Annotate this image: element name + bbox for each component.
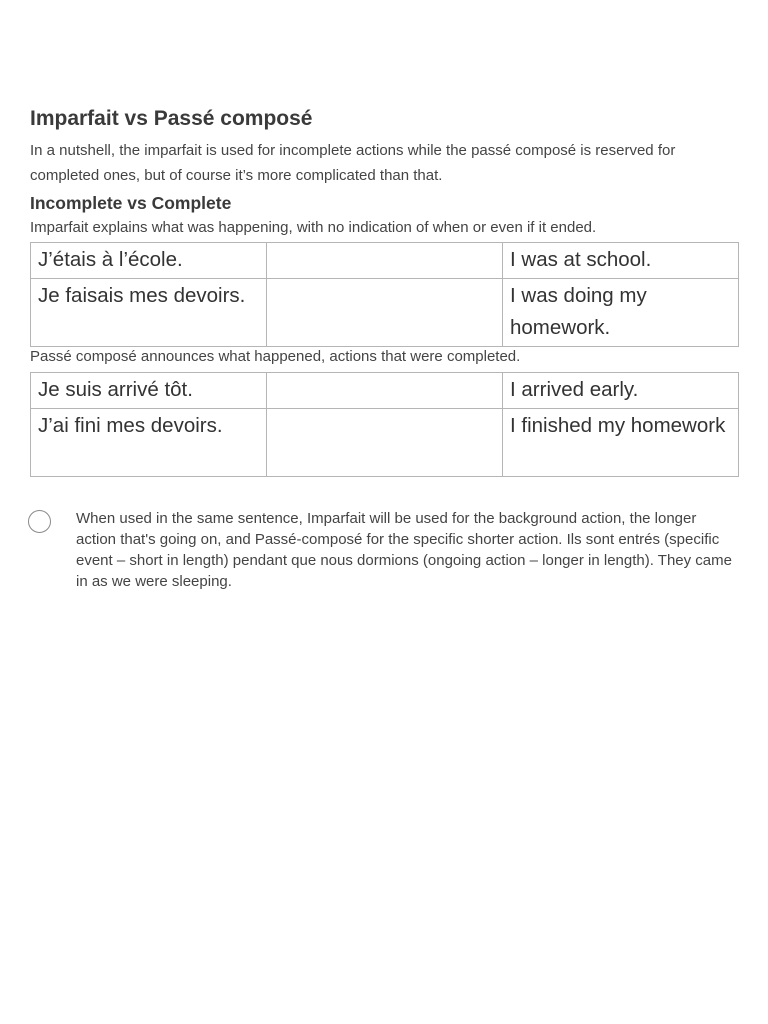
passe-compose-note: Passé composé announces what happened, actions that were completed.: [30, 348, 521, 365]
english-cell: I was at school.: [503, 243, 739, 279]
english-cell: I was doing my homework.: [503, 279, 739, 347]
middle-cell: [267, 373, 503, 409]
french-cell: Je faisais mes devoirs.: [31, 279, 267, 347]
passe-compose-examples-table: [30, 372, 739, 477]
french-cell: J’étais à l’école.: [31, 243, 267, 279]
lesson-content: [30, 104, 739, 477]
tip-text: When used in the same sentence, Imparfait will be used for the background action, the longer action that's going on, and Passé-composé for the specific shorter action. Ils sont entrés (specific event – short in length) pendant que nous dormions (ongoing action – longer in length). They came in as we were sleeping.: [76, 510, 732, 590]
french-cell: Je suis arrivé tôt.: [31, 373, 267, 409]
table-row: [31, 409, 739, 477]
imparfait-examples-table: [30, 242, 739, 347]
section-heading: Incomplete vs Complete: [30, 193, 232, 213]
imparfait-note: Imparfait explains what was happening, with no indication of when or even if it ended.: [30, 219, 597, 236]
english-cell: I finished my homework: [503, 409, 739, 477]
middle-cell: [267, 409, 503, 477]
middle-cell: [267, 243, 503, 279]
page-title: Imparfait vs Passé composé: [30, 107, 313, 130]
french-cell: J’ai fini mes devoirs.: [31, 409, 267, 477]
radio-circle-icon[interactable]: [28, 510, 51, 533]
english-cell: I arrived early.: [503, 373, 739, 409]
middle-cell: [267, 279, 503, 347]
table-row: [31, 373, 739, 409]
table-row: [31, 243, 739, 279]
table-row: [31, 279, 739, 347]
intro-paragraph: In a nutshell, the imparfait is used for incomplete actions while the passé composé is reserved for completed ones, but of course it’s more complicated than that.: [30, 142, 676, 184]
